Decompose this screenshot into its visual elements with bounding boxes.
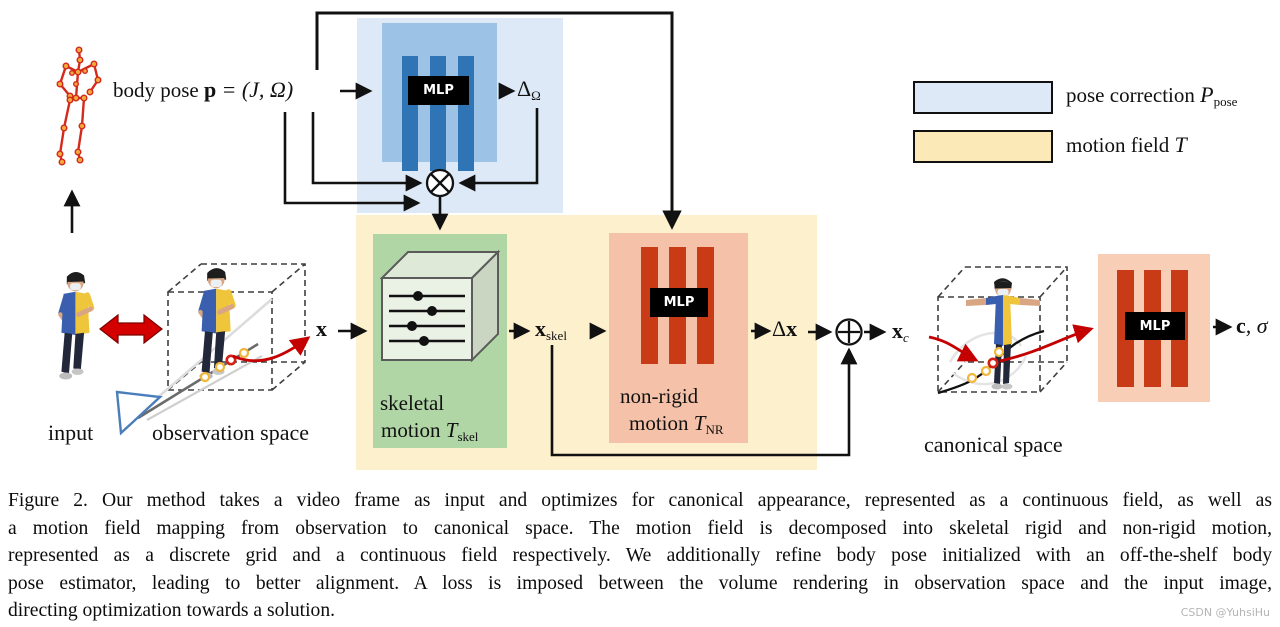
legend-motion-field-text: motion field	[1066, 133, 1170, 157]
canonical-text: canonical space	[924, 432, 1063, 457]
legend-pose-correction-math: P	[1200, 82, 1214, 107]
x-skel-label	[535, 316, 567, 342]
legend-pose-correction-text: pose correction	[1066, 83, 1195, 107]
observation-text: observation space	[152, 420, 309, 445]
x-c-sub: c	[903, 330, 909, 345]
xskel-skip-line	[552, 345, 849, 455]
canonical-space-label	[924, 432, 1063, 458]
input-text: input	[48, 420, 94, 445]
c-sigma-c: c	[1236, 313, 1246, 338]
nonrigid-math-T: T	[693, 411, 706, 435]
body-pose-skeleton	[57, 47, 101, 165]
legend-motion-field-math: T	[1174, 132, 1187, 157]
caption-line: Figure 2. Our method takes a video frame as input and optimizes for canonical appearance, represented as a continuous field, as well as	[8, 490, 1272, 511]
skeletal-grid-icon	[382, 252, 498, 360]
nonrigid-word2: motion	[629, 411, 689, 435]
skeletal-word1: skeletal	[380, 391, 445, 415]
delta-omega-label	[517, 76, 541, 102]
c-sigma-rest: , σ	[1245, 313, 1268, 338]
caption-line: pose estimator, leading to better alignment. A loss is imposed between the volume rendering in observation space and the input image,	[8, 572, 1272, 594]
figure-caption	[8, 487, 1272, 625]
nonrigid-motion-label-line2	[629, 411, 724, 436]
nonrigid-word1: non-rigid	[620, 384, 699, 408]
legend-pose-correction-sub: pose	[1213, 94, 1238, 109]
pose-to-skeletal-line	[285, 112, 418, 203]
delta-omega-base: Δ	[517, 76, 532, 101]
x-symbol: x	[316, 316, 327, 341]
legend-motion-field-label	[1066, 132, 1187, 158]
x-skel-sub: skel	[546, 328, 567, 343]
skeletal-math-sub: skel	[457, 429, 479, 444]
body-pose-math-p: p	[204, 77, 217, 102]
skeletal-motion-label-line2	[381, 418, 478, 443]
delta-x-x: x	[786, 316, 798, 341]
body-pose-text: body pose	[113, 78, 199, 102]
skeletal-math-T: T	[445, 418, 458, 442]
delta-x-delta: Δ	[772, 316, 787, 341]
x-c-label	[892, 318, 909, 344]
body-pose-math-rest: = (J, Ω)	[221, 77, 294, 102]
pose-mlp-label: MLP	[408, 76, 469, 105]
legend-pose-correction-label	[1066, 82, 1237, 108]
input-person-image	[58, 272, 91, 379]
canonical-mlp-label: MLP	[1125, 312, 1185, 340]
csdn-watermark: CSDN @YuhsiHu	[1180, 606, 1270, 619]
caption-line: directing optimization towards a solution.	[8, 600, 336, 622]
x-skel-base: x	[535, 316, 546, 341]
caption-line: a motion field mapping from observation to canonical space. The motion field is decomposed into skeletal rigid and non-rigid motion,	[8, 517, 1272, 539]
c-sigma-label	[1236, 313, 1268, 339]
skeletal-motion-label-line1	[380, 391, 444, 416]
nonrigid-motion-label-line1	[620, 384, 698, 409]
pose-to-otimes-line	[313, 112, 420, 183]
otimes-operator	[427, 170, 453, 196]
delta-x-label	[772, 316, 797, 342]
input-observation-double-arrow	[100, 315, 162, 343]
delta-omega-sub: Ω	[531, 88, 541, 103]
observation-space-label	[152, 420, 309, 446]
oplus-operator	[837, 320, 862, 345]
body-pose-label	[113, 77, 293, 103]
x-label	[316, 316, 327, 342]
nonrigid-math-sub: NR	[705, 422, 724, 437]
skeletal-word2: motion	[381, 418, 441, 442]
canonical-person-image	[966, 278, 1040, 389]
pose-to-nonrigid-line	[317, 13, 672, 227]
delta-to-otimes-line	[461, 108, 537, 183]
x-c-base: x	[892, 318, 903, 343]
caption-line: represented as a discrete grid and a continuous field respectively. We additionally refine body pose initialized with an off-the-shelf body	[8, 545, 1272, 567]
nonrigid-mlp-label: MLP	[650, 288, 708, 317]
input-label	[48, 420, 93, 446]
